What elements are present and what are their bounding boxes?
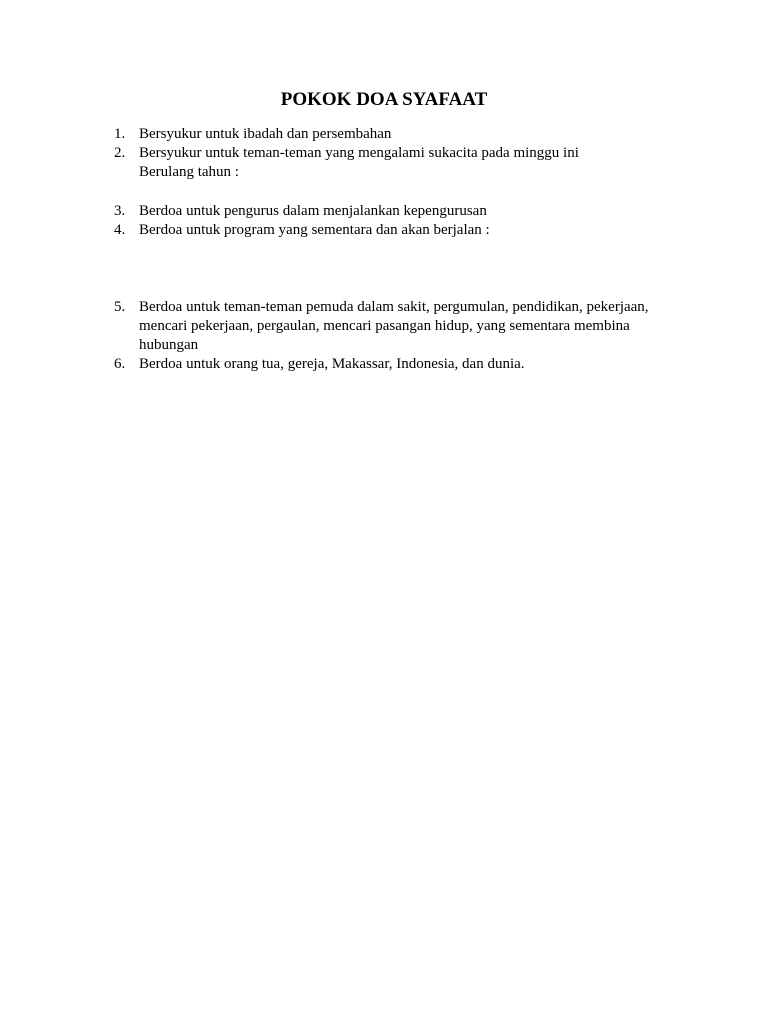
list-number: 1. bbox=[114, 126, 126, 142]
list-text: Berdoa untuk program yang sementara dan akan berjalan : bbox=[139, 222, 490, 238]
list-text: Bersyukur untuk teman-teman yang mengalami sukacita pada minggu ini bbox=[139, 145, 579, 161]
list-item-4 bbox=[112, 221, 672, 240]
document-title: POKOK DOA SYAFAAT bbox=[280, 89, 488, 110]
list-item-6 bbox=[112, 355, 672, 374]
prayer-list bbox=[112, 125, 672, 374]
list-item-5 bbox=[112, 298, 672, 355]
list-continuation: Berulang tahun : bbox=[139, 164, 239, 180]
list-number: 4. bbox=[114, 222, 126, 238]
list-number: 5. bbox=[114, 299, 126, 315]
list-item-3 bbox=[112, 202, 672, 221]
list-item-2 bbox=[112, 144, 672, 182]
spacer bbox=[112, 182, 672, 202]
list-number: 2. bbox=[114, 145, 126, 161]
list-text: Bersyukur untuk ibadah dan persembahan bbox=[139, 126, 392, 142]
list-text: Berdoa untuk teman-teman pemuda dalam sakit, pergumulan, pendidikan, pekerjaan, mencari pekerjaan, pergaulan, mencari pasangan hidup, yang sementara membina hubungan bbox=[139, 299, 649, 353]
list-text: Berdoa untuk pengurus dalam menjalankan kepengurusan bbox=[139, 203, 487, 219]
list-number: 3. bbox=[114, 203, 126, 219]
list-item-1 bbox=[112, 125, 672, 144]
list-text: Berdoa untuk orang tua, gereja, Makassar, Indonesia, dan dunia. bbox=[139, 356, 525, 372]
spacer bbox=[112, 240, 672, 298]
list-number: 6. bbox=[114, 356, 126, 372]
